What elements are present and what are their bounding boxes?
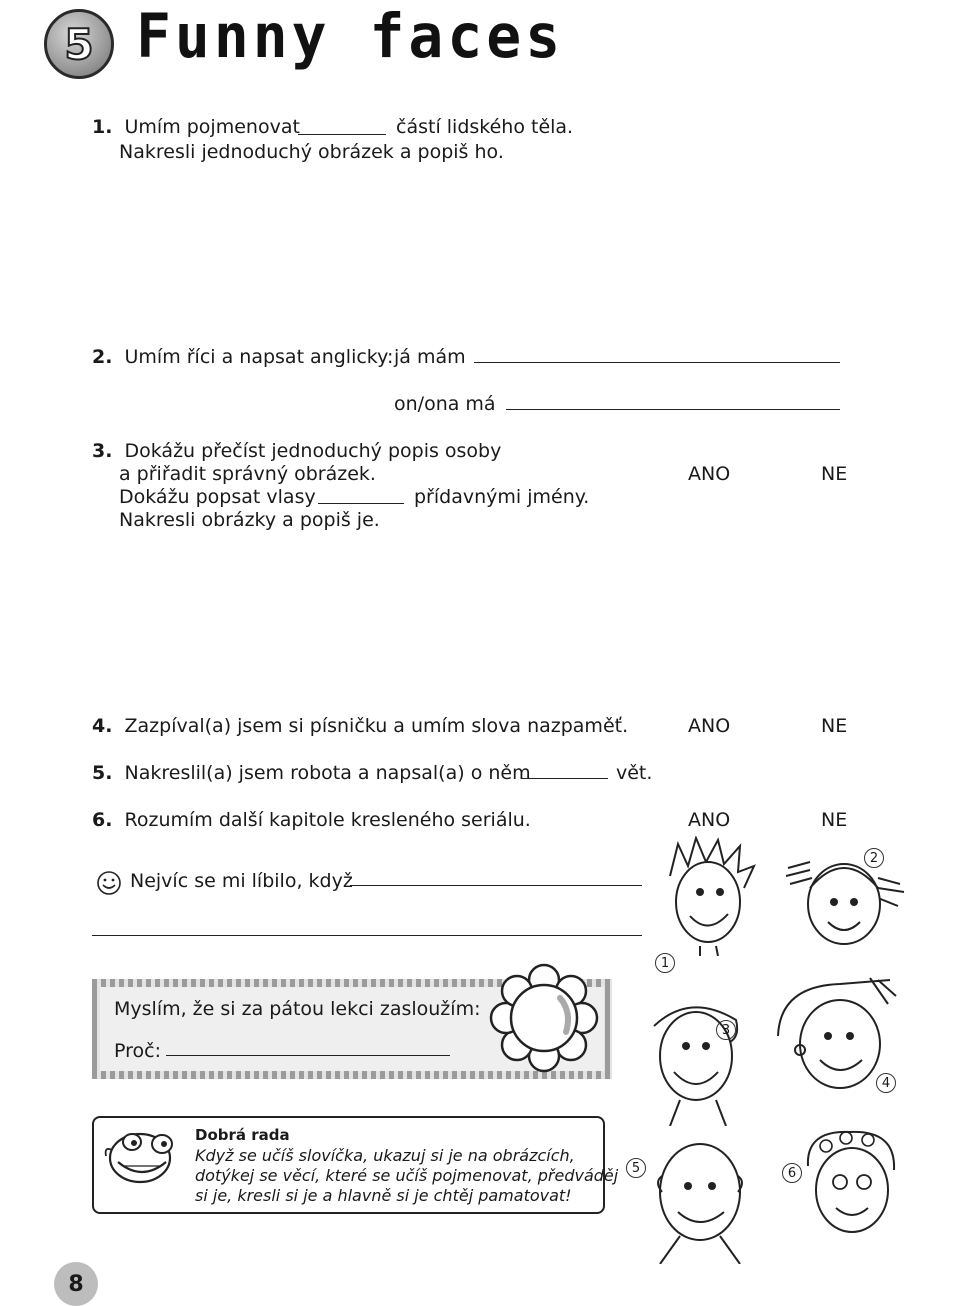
- item-2-label-b: on/ona má: [394, 393, 496, 415]
- item-4-yes[interactable]: ANO: [688, 715, 731, 737]
- item-4-line: [92, 715, 628, 737]
- face-bald-man-illustration: [640, 1136, 760, 1264]
- item-3-line-3b: přídavnými jmény.: [414, 486, 590, 508]
- item-2-line: [92, 346, 393, 368]
- item-5-text-b: vět.: [616, 762, 653, 784]
- item-1-line-2: Nakresli jednoduchý obrázek a popiš ho.: [119, 141, 504, 163]
- face-girl-pigtails-illustration: [780, 848, 910, 958]
- item-4-no[interactable]: NE: [821, 715, 848, 737]
- face-number-5: 5: [626, 1158, 646, 1178]
- item-6-line: [92, 809, 531, 831]
- tip-title: Dobrá rada: [195, 1126, 290, 1144]
- item-2-text: Umím říci a napsat anglicky:: [124, 346, 394, 368]
- item-3-line-3a: Dokážu popsat vlasy: [119, 486, 316, 508]
- item-6-text: Rozumím další kapitole kresleného seriálu.: [124, 809, 531, 831]
- item-3-yes[interactable]: ANO: [688, 463, 731, 485]
- item-1-number: 1.: [92, 116, 113, 138]
- item-6-no[interactable]: NE: [821, 809, 848, 831]
- item-5-text-a: Nakreslil(a) jsem robota a napsal(a) o něm: [124, 762, 531, 784]
- item-5-number: 5.: [92, 762, 113, 784]
- liked-blank-1[interactable]: [350, 885, 642, 886]
- reward-label: Myslím, že si za pátou lekci zasloužím:: [114, 998, 481, 1020]
- tip-line-2: dotýkej se věcí, které se učíš pojmenovat, předváděj: [195, 1166, 619, 1185]
- page-title: Funny faces: [136, 0, 565, 72]
- face-boy-spiky-illustration: [660, 836, 760, 956]
- item-4-number: 4.: [92, 715, 113, 737]
- item-3-text-1: Dokážu přečíst jednoduchý popis osoby: [124, 440, 502, 462]
- page-number: 8: [54, 1262, 98, 1306]
- item-3-number: 3.: [92, 440, 113, 462]
- unit-number: 5: [64, 19, 94, 69]
- face-grandma-illustration: [796, 1126, 906, 1252]
- unit-number-badge: [44, 9, 114, 79]
- flower-icon: [488, 962, 600, 1074]
- item-5-line: [92, 762, 531, 784]
- liked-blank-2[interactable]: [92, 935, 642, 936]
- smiley-icon: [96, 870, 122, 896]
- face-number-4: 4: [876, 1073, 896, 1093]
- item-3-line-1: [92, 440, 501, 462]
- item-3-line-2: a přiřadit správný obrázek.: [119, 463, 376, 485]
- reason-label: Proč:: [114, 1040, 161, 1062]
- item-2-blank-a[interactable]: [474, 362, 840, 363]
- reason-blank[interactable]: [166, 1055, 450, 1056]
- item-3-no[interactable]: NE: [821, 463, 848, 485]
- face-number-6: 6: [782, 1163, 802, 1183]
- item-1-text-b: částí lidského těla.: [396, 116, 574, 138]
- item-3-blank[interactable]: [318, 503, 404, 504]
- item-6-number: 6.: [92, 809, 113, 831]
- face-number-2: 2: [864, 848, 884, 868]
- item-4-text: Zazpíval(a) jsem si písničku a umím slova nazpaměť.: [124, 715, 629, 737]
- tip-line-1: Když se učíš slovíčka, ukazuj si je na obrázcích,: [195, 1146, 575, 1165]
- item-1-blank[interactable]: [298, 134, 386, 135]
- item-1-line-1: [92, 116, 300, 138]
- item-2-number: 2.: [92, 346, 113, 368]
- item-2-blank-b[interactable]: [506, 409, 840, 410]
- liked-label: Nejvíc se mi líbilo, když: [130, 870, 353, 892]
- item-2-label-a: já mám: [394, 346, 466, 368]
- cartoon-face-icon: [100, 1122, 186, 1192]
- face-man-illustration: [640, 996, 750, 1126]
- face-number-3: 3: [716, 1020, 736, 1040]
- tip-line-3: si je, kresli si je a hlavně si je chtěj pamatovat!: [195, 1186, 572, 1205]
- item-1-text-a: Umím pojmenovat: [124, 116, 300, 138]
- item-6-yes[interactable]: ANO: [688, 809, 731, 831]
- face-number-1: 1: [655, 953, 675, 973]
- item-5-blank[interactable]: [522, 778, 608, 779]
- item-3-line-4: Nakresli obrázky a popiš je.: [119, 509, 380, 531]
